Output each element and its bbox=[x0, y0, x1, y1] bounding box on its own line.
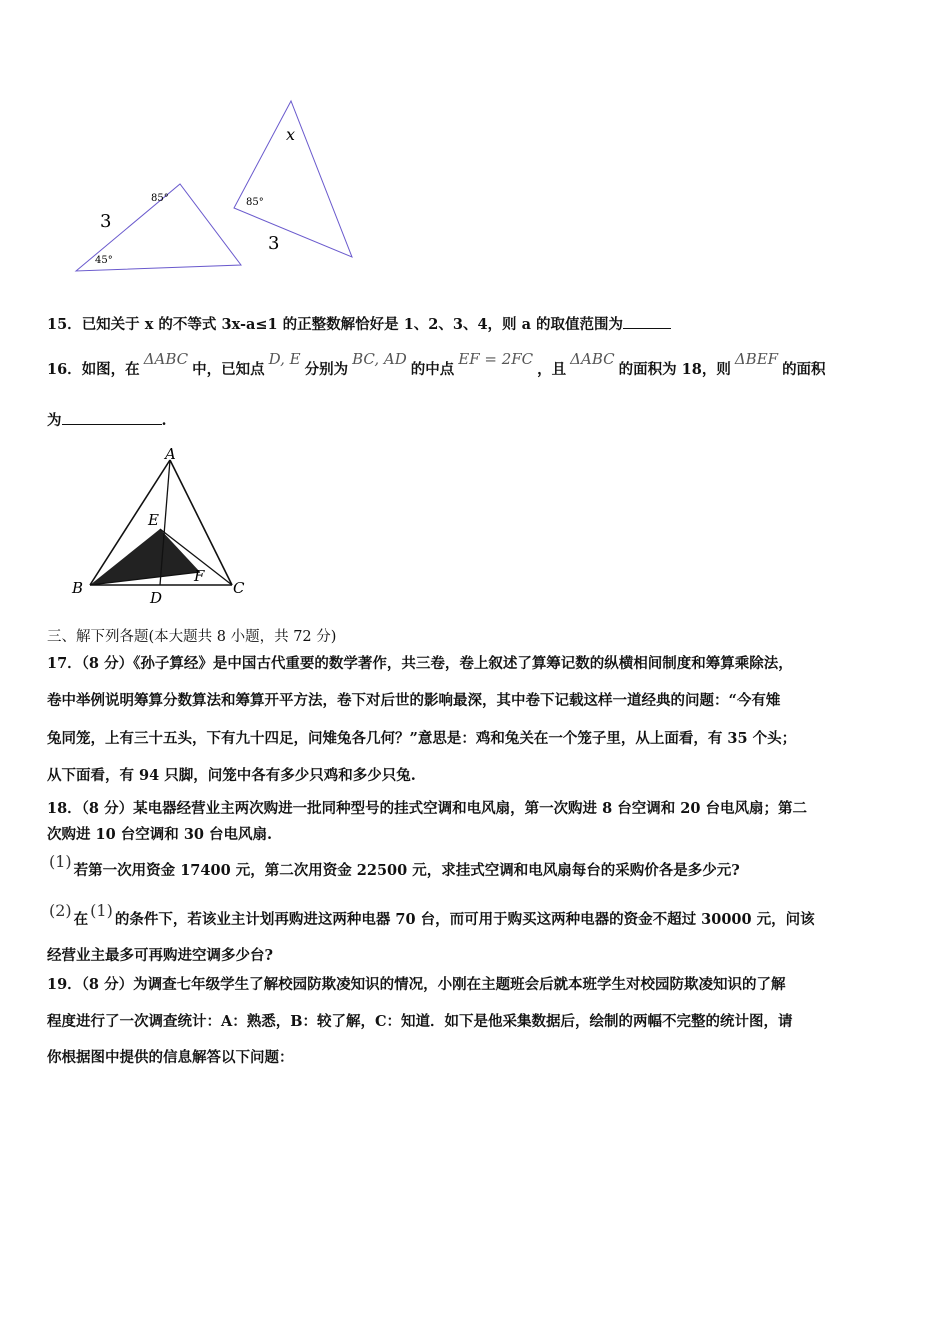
q16-math-bcad: BC, AD bbox=[352, 350, 407, 368]
label-f: F bbox=[194, 567, 205, 585]
q17-line-3: 兔同笼，上有三十五头，下有九十四足，问雉兔各几何？”意思是：鸡和兔关在一个笼子里，从上面看，有 35 个头； bbox=[47, 730, 797, 747]
q18-part-2 bbox=[47, 901, 815, 929]
right-side-label: 3 bbox=[268, 233, 280, 254]
section-3-title: 三、解下列各题(本大题共 8 小题，共 72 分) bbox=[47, 629, 337, 645]
triangles-figure bbox=[60, 95, 370, 285]
q18-line-2: 次购进 10 台空调和 30 台电风扇. bbox=[47, 826, 273, 843]
question-16 bbox=[47, 350, 826, 379]
label-b: B bbox=[72, 579, 84, 597]
q16-answer-blank[interactable] bbox=[62, 424, 162, 425]
q18-part-1 bbox=[47, 852, 740, 880]
q15-answer-blank[interactable] bbox=[623, 328, 671, 329]
q15-number: 15． bbox=[47, 316, 82, 333]
q18-part2-in: 在 bbox=[73, 911, 89, 928]
right-left-angle: 85° bbox=[246, 197, 264, 208]
q19-line-1: 19．（8 分）为调查七年级学生了解校园防欺凌知识的情况，小刚在主题班会后就本班学生对校园防欺凌知识的了解 bbox=[47, 976, 786, 993]
q18-part-2-cont: 经营业主最多可再购进空调多少台? bbox=[47, 947, 273, 964]
q16-math-ef: EF = 2FC bbox=[458, 350, 534, 368]
q17-line-2: 卷中举例说明筹算分数算法和筹算开平方法，卷下对后世的影响最深，其中卷下记载这样一道经典的问题：“今有雉 bbox=[47, 692, 781, 709]
q16-text-5: ，且 bbox=[537, 361, 567, 378]
q15-text: 已知关于 x 的不等式 3x-a≤1 的正整数解恰好是 1、2、3、4，则 a 的取值范围为 bbox=[81, 316, 624, 333]
q16-number: 16． bbox=[47, 361, 82, 378]
q17-line-1: 17．（8 分）《孙子算经》是中国古代重要的数学著作，共三卷，卷上叙述了算筹记数的纵横相间制度和筹算乘除法， bbox=[47, 655, 793, 672]
q16-text-7: 的面积 bbox=[782, 361, 826, 378]
q17-line-4: 从下面看，有 94 只脚，问笼中各有多少只鸡和多少只兔. bbox=[47, 767, 416, 784]
q19-line-2: 程度进行了一次调查统计：A：熟悉，B：较了解，C：知道．如下是他采集数据后，绘制的两幅不完整的统计图，请 bbox=[47, 1013, 793, 1030]
q18-part2-text: 的条件下，若该业主计划再购进这两种电器 70 台，而可用于购买这两种电器的资金不超过 30000 元，问该 bbox=[114, 911, 815, 928]
q16-text-3: 分别为 bbox=[304, 361, 349, 378]
left-top-angle: 85° bbox=[151, 193, 169, 204]
q18-line-1: 18．（8 分）某电器经营业主两次购进一批同种型号的挂式空调和电风扇，第一次购进 8 台空调和 20 台电风扇；第二 bbox=[47, 800, 808, 817]
q16-text-8: 为 bbox=[47, 412, 62, 429]
q16-math-de: D, E bbox=[268, 350, 301, 368]
q16-math-abc-2: ΔABC bbox=[570, 350, 615, 368]
q18-part2-mark: (2) bbox=[49, 901, 72, 920]
q19-line-3: 你根据图中提供的信息解答以下问题： bbox=[47, 1049, 294, 1066]
label-e: E bbox=[148, 511, 159, 529]
q16-math-bef: ΔBEF bbox=[734, 350, 779, 368]
q16-text-1: 如图，在 bbox=[81, 361, 140, 378]
question-16-cont bbox=[47, 409, 167, 430]
right-unknown-label: x bbox=[286, 125, 296, 144]
left-side-label: 3 bbox=[100, 211, 112, 232]
q18-part2-ref: (1) bbox=[90, 901, 113, 920]
label-d: D bbox=[150, 589, 163, 607]
question-15 bbox=[47, 313, 671, 334]
left-bottom-angle: 45° bbox=[95, 255, 113, 266]
q16-text-9: . bbox=[161, 412, 167, 429]
q16-math-abc: ΔABC bbox=[143, 350, 189, 368]
label-a: A bbox=[165, 445, 176, 463]
q18-part1-mark: (1) bbox=[49, 852, 72, 871]
shaded-triangle-bef bbox=[90, 529, 200, 585]
q16-text-4: 的中点 bbox=[410, 361, 455, 378]
triangle-abc-figure bbox=[70, 445, 260, 610]
label-c: C bbox=[233, 579, 245, 597]
q16-text-2: 中，已知点 bbox=[192, 361, 265, 378]
q16-text-6: 的面积为 18，则 bbox=[618, 361, 731, 378]
q18-part1-text: 若第一次用资金 17400 元，第二次用资金 22500 元，求挂式空调和电风扇每台的采购价各是多少元? bbox=[73, 862, 740, 879]
